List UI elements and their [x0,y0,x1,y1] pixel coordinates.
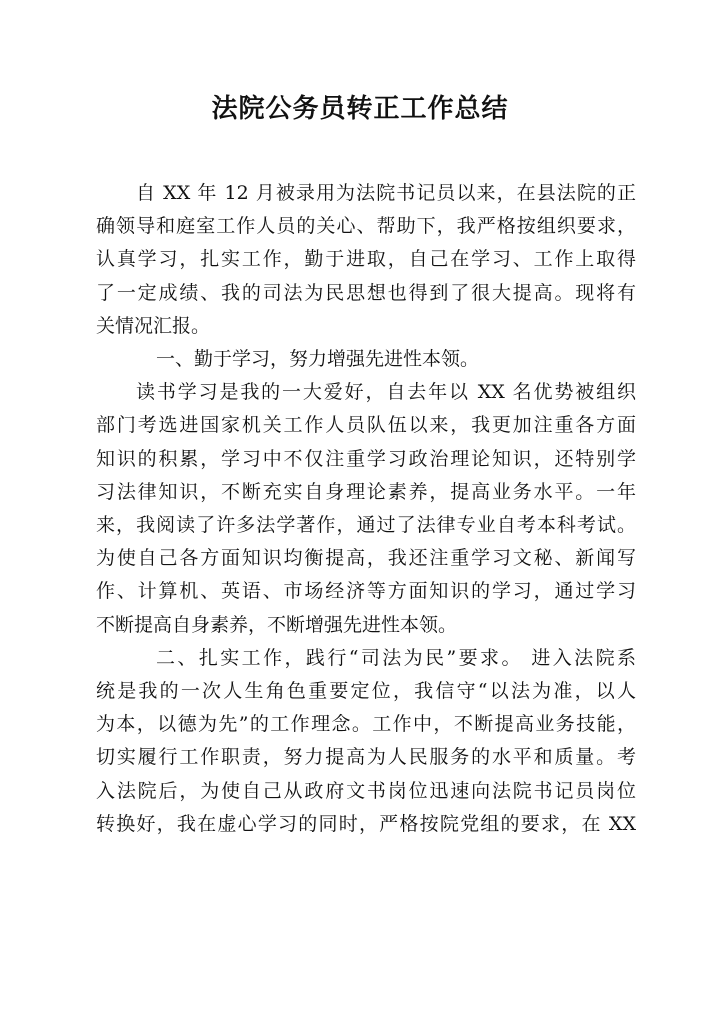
paragraph-work [96,642,636,841]
text-line: 习法律知识，不断充实自身理论素养，提高业务水平。一年 [96,480,636,503]
text-line: 一、勤于学习，努力增强先进性本领。 [156,348,480,371]
text-line: 自 XX 年 12 月被录用为法院书记员以来，在县法院的正 [136,182,636,204]
text-line: 认真学习，扎实工作，勤于进取，自己在学习、工作上取得 [96,248,636,271]
text-line: 部门考选进国家机关工作人员队伍以来，我更加注重各方面 [96,414,636,437]
text-line: 转换好，我在虚心学习的同时，严格按院党组的要求，在 XX [96,812,636,835]
document-title: 法院公务员转正工作总结 [211,94,509,124]
text-line: 入法院后，为使自己从政府文书岗位迅速向法院书记员岗位 [96,779,636,802]
text-line: 了一定成绩、我的司法为民思想也得到了很大提高。现将有 [96,281,636,304]
section-heading-study [96,343,636,376]
text-line: 知识的积累，学习中不仅注重学习政治理论知识，还特别学 [96,447,636,470]
text-line: 为使自己各方面知识均衡提高，我还注重学习文秘、新闻写 [96,547,636,570]
text-line: 作、计算机、英语、市场经济等方面知识的学习，通过学习 [96,580,636,603]
text-line: 切实履行工作职责，努力提高为人民服务的水平和质量。考 [96,746,636,769]
text-line: 统是我的一次人生角色重要定位，我信守“以法为准，以人 [96,680,636,703]
text-line: 确领导和庭室工作人员的关心、帮助下，我严格按组织要求， [96,215,636,238]
text-line: 关情况汇报。 [96,314,211,337]
paragraph-intro [96,177,636,343]
paragraph-study [96,376,636,642]
document-body [96,177,636,841]
text-line: 来，我阅读了许多法学著作，通过了法律专业自考本科考试。 [96,514,636,537]
text-line: 二、扎实工作，践行“司法为民”要求。 进入法院系 [156,646,636,669]
text-line: 读书学习是我的一大爱好，自去年以 XX 名优势被组织 [136,381,636,404]
text-line: 为本，以德为先”的工作理念。工作中，不断提高业务技能， [96,713,636,736]
text-line: 不断提高自身素养，不断增强先进性本领。 [96,613,458,636]
